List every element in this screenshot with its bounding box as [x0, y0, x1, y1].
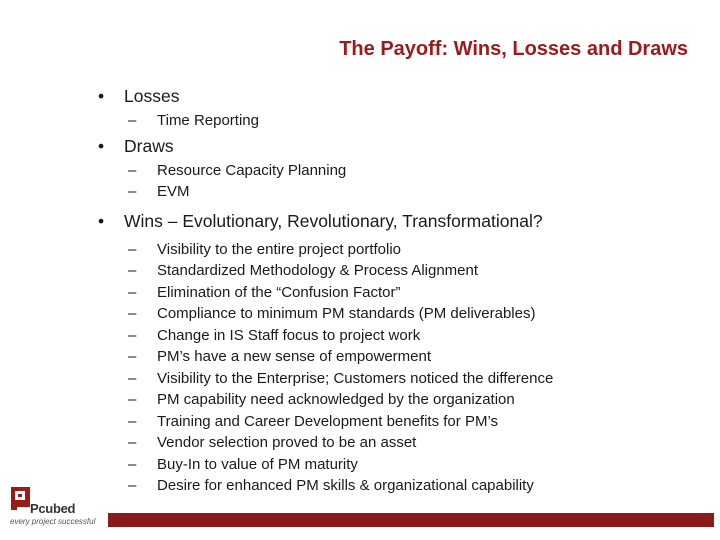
sub-item-text: Elimination of the “Confusion Factor”	[157, 283, 401, 301]
logo-tagline: every project successful	[10, 517, 96, 526]
sub-item-text: Resource Capacity Planning	[157, 161, 347, 179]
dash-icon: –	[128, 455, 137, 473]
sub-item	[98, 368, 698, 390]
sub-item-text: EVM	[157, 183, 190, 200]
sub-item-text: Standardized Methodology & Process Alignment	[157, 262, 479, 279]
sub-item	[98, 110, 698, 132]
dash-icon: –	[128, 326, 137, 344]
bullet-wins	[98, 209, 698, 233]
dash-icon: –	[128, 348, 137, 365]
sub-item	[98, 260, 698, 282]
sub-item	[98, 160, 698, 182]
footer-bar	[108, 513, 714, 527]
sub-item-text: PM’s have a new sense of empowerment	[157, 348, 432, 365]
sub-item	[98, 325, 698, 347]
sub-item	[98, 346, 698, 368]
slide-title: The Payoff: Wins, Losses and Draws	[339, 38, 688, 60]
sub-item-text: Vendor selection proved to be an asset	[157, 434, 417, 451]
dash-icon: –	[128, 369, 137, 387]
sub-item	[98, 389, 698, 411]
sub-item	[98, 432, 698, 454]
dash-icon: –	[128, 183, 137, 200]
sub-item-text: PM capability need acknowledged by the organization	[157, 391, 515, 408]
sub-item	[98, 303, 698, 325]
sub-item	[98, 181, 698, 203]
sub-item-text: Training and Career Development benefits for PM’s	[157, 412, 499, 430]
bullet-draws	[98, 134, 698, 158]
sub-item-text: Visibility to the Enterprise; Customers noticed the difference	[157, 369, 554, 387]
dash-icon: –	[128, 434, 137, 451]
bullet-text: Draws	[124, 135, 174, 156]
sub-item	[98, 475, 698, 497]
sub-item-text: Visibility to the entire project portfolio	[157, 240, 402, 258]
sub-item	[98, 239, 698, 261]
sub-item-text: Time Reporting	[157, 112, 259, 129]
dash-icon: –	[128, 477, 137, 494]
bullet-icon: •	[98, 210, 105, 231]
dash-icon: –	[128, 412, 137, 430]
dash-icon: –	[128, 240, 137, 258]
pcubed-logo	[8, 485, 108, 530]
dash-icon: –	[128, 283, 137, 301]
bullet-text: Wins – Evolutionary, Revolutionary, Transformational?	[124, 210, 543, 231]
sub-item	[98, 454, 698, 476]
sub-item-text: Compliance to minimum PM standards (PM deliverables)	[157, 305, 536, 322]
bullet-text: Losses	[124, 86, 180, 106]
bullet-list	[98, 84, 698, 497]
sub-item-text: Change in IS Staff focus to project work	[157, 326, 421, 344]
dash-icon: –	[128, 391, 137, 408]
sub-item	[98, 282, 698, 304]
bullet-losses	[98, 84, 698, 108]
dash-icon: –	[128, 262, 137, 279]
sub-item	[98, 411, 698, 433]
dash-icon: –	[128, 305, 137, 322]
logo-brand: Pcubed	[30, 501, 76, 516]
sub-item-text: Buy-In to value of PM maturity	[157, 455, 358, 473]
bullet-icon: •	[98, 135, 105, 156]
dash-icon: –	[128, 161, 137, 179]
dash-icon: –	[128, 112, 137, 129]
bullet-icon: •	[98, 86, 105, 106]
sub-item-text: Desire for enhanced PM skills & organizational capability	[157, 477, 534, 494]
